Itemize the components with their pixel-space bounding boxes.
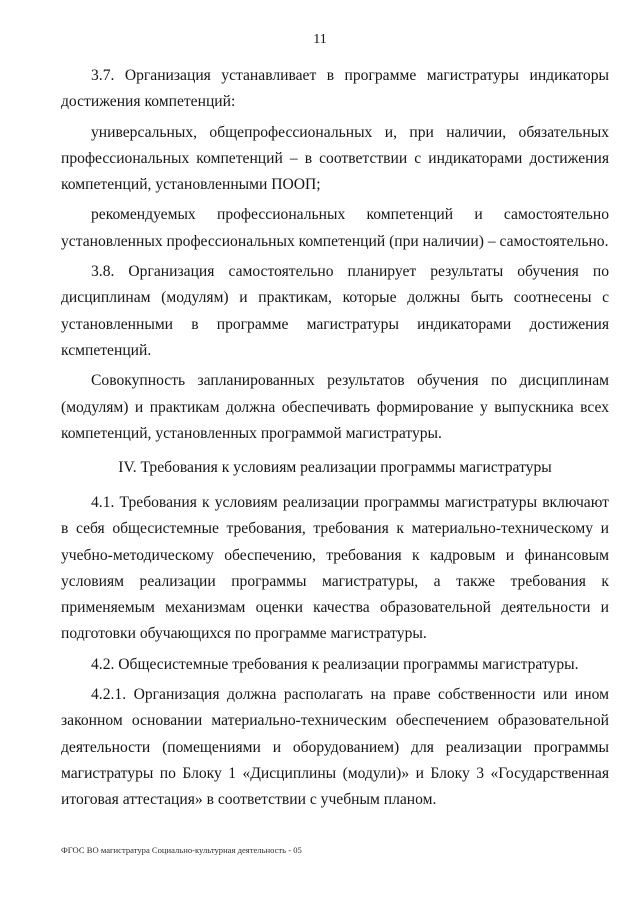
paragraph-universal-competencies: универсальных, общепрофессиональных и, при наличии, обязательных профессиональных компетенций – в соответствии с индикаторами достижения компетенций, установленными ПООП; (61, 123, 609, 194)
paragraph-4-1: 4.1. Требования к условиям реализации программы магистратуры включают в себя общесистемные требования, требования к материально-техническому и учебно-методическому обеспечению, требования к кадровым и финансовым условиям реализации программы магистратуры, а также требования к применяемым механизмам оценки качества образовательной деятельности и подготовки обучающихся по программе магистратуры. (61, 494, 609, 643)
paragraph-4-2-1: 4.2.1. Организация должна располагать на праве собственности или ином законном основании материально-техническим обеспечением образовательной деятельности (помещениями и оборудованием) для реализации программы магистратуры по Блоку 1 «Дисциплины (модули)» и Блоку 3 «Государственная итоговая аттестация» в соответствии с учебным планом. (61, 686, 609, 809)
paragraph-recommended-competencies: рекомендуемых профессиональных компетенций и самостоятельно установленных профессиональных компетенций (при наличии) – самостоятельно. (61, 206, 609, 250)
page-footer: ФГОС ВО магистратура Социально-культурная деятельность - 05 (61, 845, 302, 855)
paragraph-3-8: 3.8. Организация самостоятельно планирует результаты обучения по дисциплинам (модулям) и практикам, которые должны быть соотнесены с установленными в программе магистратуры индикаторами достижения ксмпетенций. (61, 263, 609, 359)
section-heading-iv: IV. Требования к условиям реализации программы магистратуры (118, 459, 552, 476)
paragraph-learning-outcomes: Совокупность запланированных результатов обучения по дисциплинам (модулям) и практикам должна обеспечивать формирование у выпускника всех компетенций, установленных программой магистратуры. (61, 372, 609, 442)
paragraph-3-7: 3.7. Организация устанавливает в программе магистратуры индикаторы достижения компетенций: (61, 67, 609, 111)
text-block-section-3 (61, 63, 609, 447)
text-block-section-4 (61, 490, 609, 814)
page-number: 11 (313, 32, 327, 47)
paragraph-4-2: 4.2. Общесистемные требования к реализации программы магистратуры. (91, 655, 579, 673)
